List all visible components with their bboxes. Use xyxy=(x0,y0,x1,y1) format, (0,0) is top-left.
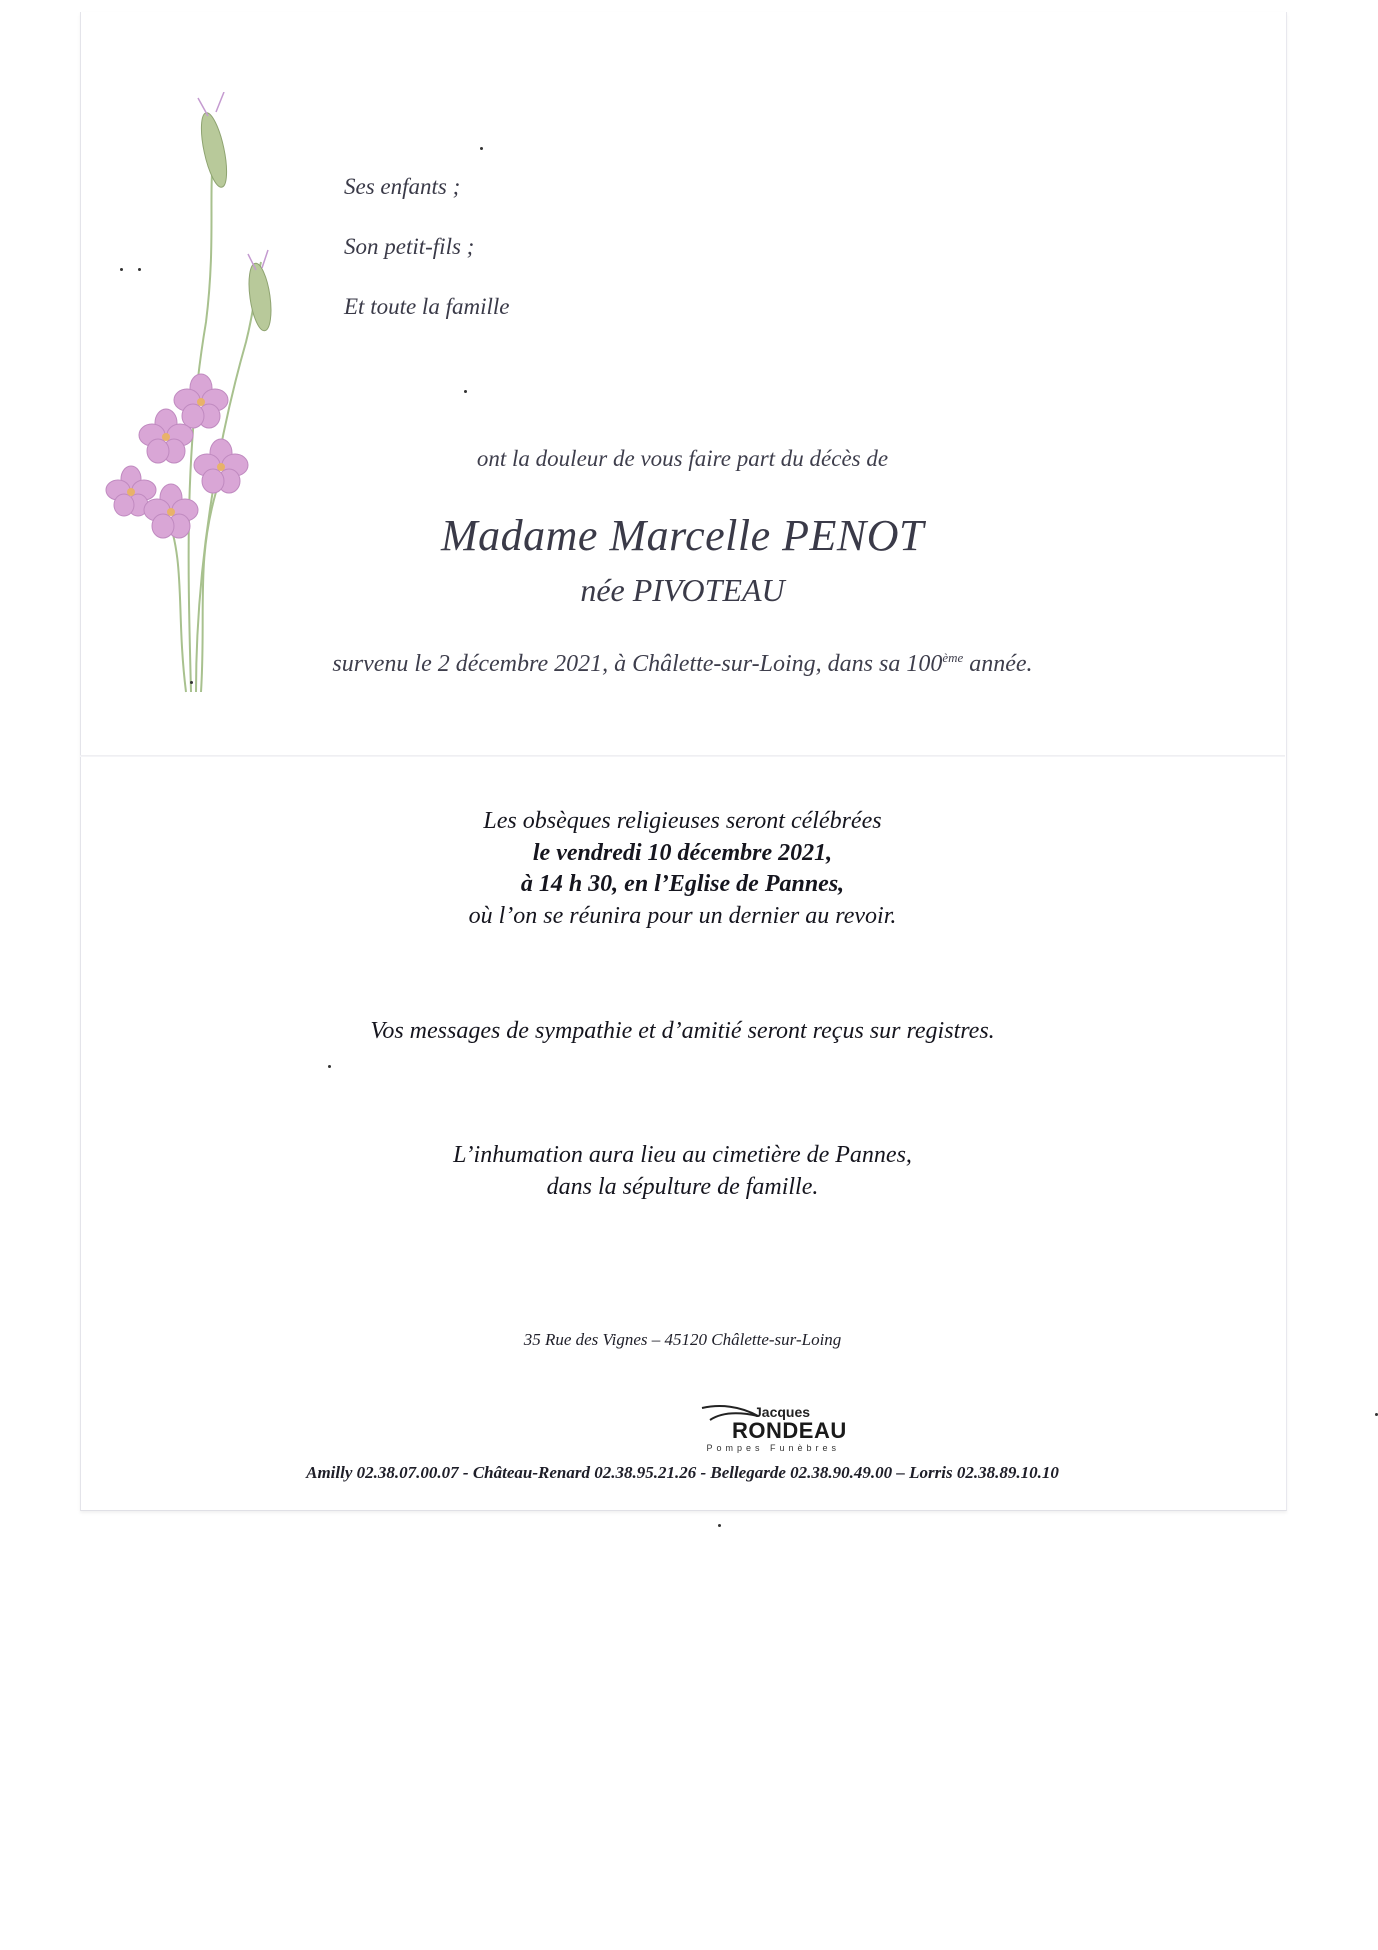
flower-illustration xyxy=(96,92,296,702)
funeral-line-3 xyxy=(80,869,1285,901)
fold-line xyxy=(80,755,1285,757)
funeral-date: le vendredi 10 décembre 2021, xyxy=(532,839,833,866)
address-line: 35 Rue des Vignes – 45120 Châlette-sur-Loing xyxy=(523,1330,842,1349)
family-line-grandson: Son petit-fils ; xyxy=(344,234,475,259)
maiden-name: née PIVOTEAU xyxy=(580,572,785,608)
burial-line-1: L’inhumation aura lieu au cimetière de Pannes, xyxy=(453,1142,912,1168)
logo-sub-text: Pompes Funèbres xyxy=(706,1443,840,1453)
death-date-line xyxy=(80,650,1285,678)
funeral-line-4: où l’on se réunira pour un dernier au revoir. xyxy=(468,903,897,930)
funeral-line-1: Les obsèques religieuses seront célébrées xyxy=(483,808,882,834)
rondeau-logo xyxy=(700,1402,847,1460)
funeral-time-place: à 14 h 30, en l’Eglise de Pannes, xyxy=(520,871,845,898)
scan-speck xyxy=(328,1065,331,1068)
death-superscript: ème xyxy=(942,650,964,665)
scan-speck xyxy=(480,147,483,150)
logo-top-text: Jacques xyxy=(754,1404,811,1420)
burial-details xyxy=(80,1140,1285,1203)
logo-main-text: RONDEAU xyxy=(732,1418,847,1443)
funeral-details xyxy=(80,806,1285,933)
scan-speck xyxy=(138,268,141,271)
phone-numbers-line: Amilly 02.38.07.00.07 - Château-Renard 02.38.95.21.26 - Bellegarde 02.38.90.49.00 – Lorris 02.38.89.10.10 xyxy=(306,1463,1059,1482)
scan-speck xyxy=(464,390,467,393)
death-text: survenu le 2 décembre 2021, à Châlette-sur-Loing, dans sa 100 xyxy=(332,651,943,677)
scan-speck xyxy=(190,681,193,684)
burial-line-2: dans la sépulture de famille. xyxy=(546,1173,819,1200)
scan-speck xyxy=(120,268,123,271)
family-line-children: Ses enfants ; xyxy=(344,174,461,199)
scan-speck xyxy=(718,1524,721,1527)
funeral-line-2 xyxy=(80,838,1285,870)
death-tail: année. xyxy=(963,651,1033,677)
deceased-name: Madame Marcelle PENOT xyxy=(441,511,924,560)
messages-line: Vos messages de sympathie et d’amitié seront reçus sur registres. xyxy=(370,1018,995,1044)
announcement-line: ont la douleur de vous faire part du décès de xyxy=(476,446,889,471)
family-line-whole-family: Et toute la famille xyxy=(344,294,510,319)
